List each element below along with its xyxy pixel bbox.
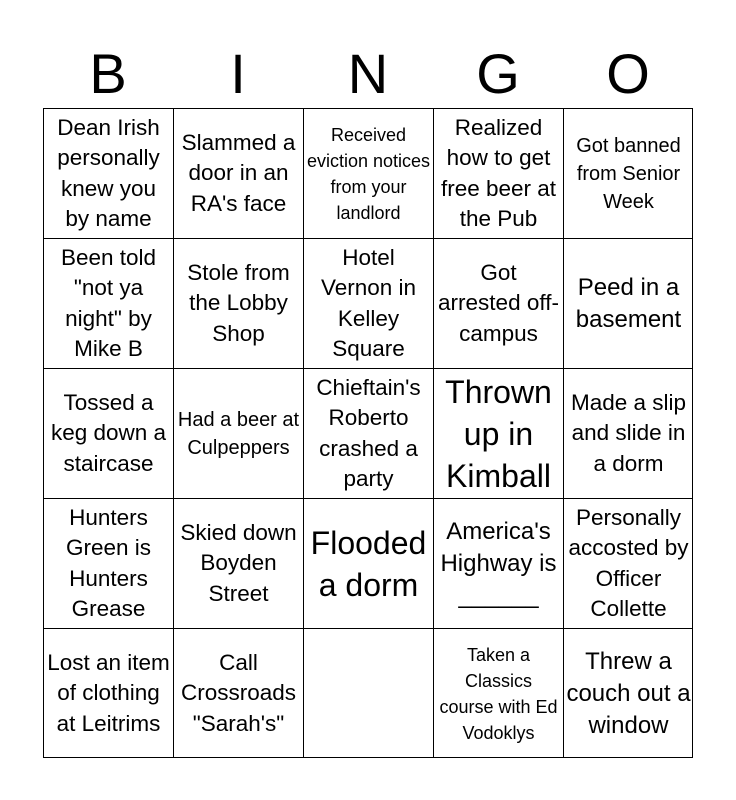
bingo-cell[interactable] — [563, 108, 693, 238]
bingo-cell[interactable] — [173, 368, 303, 498]
header-letter-i: I — [230, 42, 246, 105]
cell-text: Personally accosted by Officer Collette — [568, 504, 689, 621]
bingo-cell[interactable] — [563, 498, 693, 628]
bingo-cell[interactable] — [43, 108, 173, 238]
header-letter-g: G — [476, 42, 520, 105]
cell-text: Dean Irish personally knew you by name — [57, 114, 160, 231]
cell-text: Thrown up in Kimball — [445, 373, 552, 494]
cell-text: Call Crossroads "Sarah's" — [180, 649, 297, 736]
cell-text: America's Highway is ______ — [440, 517, 557, 609]
bingo-cell[interactable] — [433, 108, 563, 238]
cell-text: Tossed a keg down a staircase — [50, 389, 167, 476]
bingo-cell[interactable] — [173, 238, 303, 368]
cell-text: Received eviction notices from your landlord — [306, 124, 431, 223]
bingo-header — [43, 44, 693, 104]
bingo-cell[interactable] — [563, 628, 693, 758]
cell-text: Realized how to get free beer at the Pub — [440, 114, 557, 231]
bingo-cell[interactable] — [303, 498, 433, 628]
bingo-cell[interactable] — [43, 498, 173, 628]
cell-text: Stole from the Lobby Shop — [187, 259, 290, 346]
cell-text: Had a beer at Culpeppers — [177, 408, 300, 459]
bingo-cell[interactable] — [173, 108, 303, 238]
bingo-cell[interactable] — [43, 238, 173, 368]
header-letter-n: N — [347, 42, 389, 105]
cell-text: Lost an item of clothing at Leitrims — [47, 649, 170, 736]
bingo-cell[interactable] — [173, 628, 303, 758]
bingo-cell[interactable] — [433, 498, 563, 628]
bingo-cell[interactable] — [433, 628, 563, 758]
bingo-cell[interactable] — [433, 368, 563, 498]
cell-text: Flooded a dorm — [310, 524, 427, 603]
cell-text: Got arrested off-campus — [438, 259, 559, 346]
bingo-cell[interactable] — [303, 108, 433, 238]
bingo-cell[interactable] — [43, 628, 173, 758]
cell-text: Slammed a door in an RA's face — [181, 129, 296, 216]
header-letter-o: O — [606, 42, 650, 105]
cell-text: Hotel Vernon in Kelley Square — [320, 244, 417, 361]
cell-text: Made a slip and slide in a dorm — [570, 389, 687, 476]
header-letter-b: B — [89, 42, 127, 105]
bingo-grid — [43, 108, 693, 758]
cell-text: Hunters Green is Hunters Grease — [65, 504, 152, 621]
bingo-cell[interactable] — [563, 238, 693, 368]
bingo-cell[interactable] — [43, 368, 173, 498]
cell-text: Been told "not ya night" by Mike B — [60, 244, 157, 361]
cell-text: Got banned from Senior Week — [576, 134, 681, 213]
bingo-cell[interactable] — [303, 368, 433, 498]
cell-text: Skied down Boyden Street — [180, 519, 297, 606]
bingo-cell[interactable] — [303, 238, 433, 368]
cell-text: Chieftain's Roberto crashed a party — [316, 374, 421, 491]
cell-text: Peed in a basement — [575, 273, 682, 333]
cell-text: Threw a couch out a window — [566, 647, 691, 739]
bingo-cell[interactable] — [563, 368, 693, 498]
bingo-cell[interactable] — [433, 238, 563, 368]
cell-text: Taken a Classics course with Ed Vodoklys — [439, 644, 558, 743]
bingo-cell[interactable] — [173, 498, 303, 628]
bingo-cell-free[interactable] — [303, 628, 433, 758]
